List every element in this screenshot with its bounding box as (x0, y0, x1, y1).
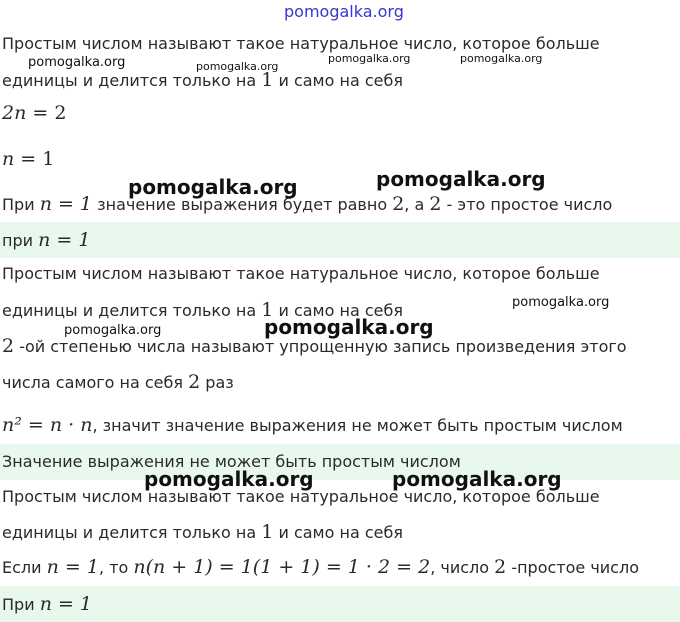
equation (2, 148, 54, 171)
math: n = 1 (38, 229, 91, 251)
square-statement (2, 414, 623, 437)
text: единицы и делится только на (2, 301, 257, 320)
number: 1 (261, 69, 274, 91)
number: 1 (261, 299, 274, 321)
answer-line (2, 593, 92, 616)
answer-line (2, 229, 90, 252)
definition-line (2, 263, 600, 285)
math-rhs: 1 (42, 148, 55, 170)
text: и само на себя (278, 523, 403, 542)
number: 2 (188, 371, 201, 393)
number: 2 (494, 556, 507, 578)
math: n = 1 (39, 593, 93, 615)
watermark: pomogalka.org (28, 55, 126, 70)
math: n = 1 (39, 193, 93, 215)
math-rhs: 2 (54, 102, 67, 124)
text: При (2, 195, 35, 214)
text: единицы и делится только на (2, 71, 257, 90)
watermark: pomogalka.org (196, 60, 279, 73)
text: -простое число (511, 558, 639, 577)
number: 1 (261, 521, 274, 543)
watermark: pomogalka.org (376, 167, 546, 191)
text: значение выражения будет равно (97, 195, 388, 214)
watermark: pomogalka.org (128, 175, 298, 199)
answer-highlight (0, 586, 680, 622)
text: Простым числом называют такое натуральное число, которое больше (2, 264, 600, 283)
math-lhs: n (2, 148, 15, 170)
text: , значит значение выражения не может быть простым числом (92, 416, 623, 435)
text: раз (205, 373, 234, 392)
text: и само на себя (278, 301, 403, 320)
text: и само на себя (278, 71, 403, 90)
watermark: pomogalka.org (392, 467, 562, 491)
watermark: pomogalka.org (64, 323, 162, 338)
conditional-line (2, 556, 639, 579)
text: единицы и делится только на (2, 523, 257, 542)
text: -ой степенью числа называют упрощенную запись произведения этого (19, 337, 627, 356)
text: при (2, 231, 34, 250)
math: n(n + 1) = 1(1 + 1) = 1 · 2 = 2 (133, 556, 431, 578)
text: - это простое число (446, 195, 613, 214)
statement-line (2, 193, 612, 216)
math: n² = n · n (2, 414, 93, 436)
math-op: = (14, 148, 43, 170)
math-lhs: 2n (2, 102, 27, 124)
text: , то (98, 558, 129, 577)
text: числа самого на себя (2, 373, 183, 392)
text: При (2, 595, 35, 614)
watermark: pomogalka.org (144, 467, 314, 491)
text: , а (404, 195, 425, 214)
text: , число (430, 558, 490, 577)
text: Простым числом называют такое натуральное число, которое больше (2, 34, 600, 53)
watermark: pomogalka.org (328, 52, 411, 65)
watermark: pomogalka.org (460, 52, 543, 65)
power-definition-line (2, 371, 234, 394)
watermark: pomogalka.org (284, 2, 404, 21)
math-op: = (26, 102, 55, 124)
text: Значение выражения не может быть простым числом (2, 452, 461, 471)
equation (2, 102, 66, 125)
number: 2 (429, 193, 442, 215)
math: n = 1 (46, 556, 99, 578)
watermark: pomogalka.org (264, 315, 434, 339)
text: Если (2, 558, 42, 577)
number: 2 (2, 335, 15, 357)
answer-highlight (0, 222, 680, 258)
definition-line (2, 521, 403, 544)
text: Простым числом называют такое натуральное число, которое больше (2, 487, 600, 506)
number: 2 (392, 193, 405, 215)
watermark: pomogalka.org (512, 295, 610, 310)
